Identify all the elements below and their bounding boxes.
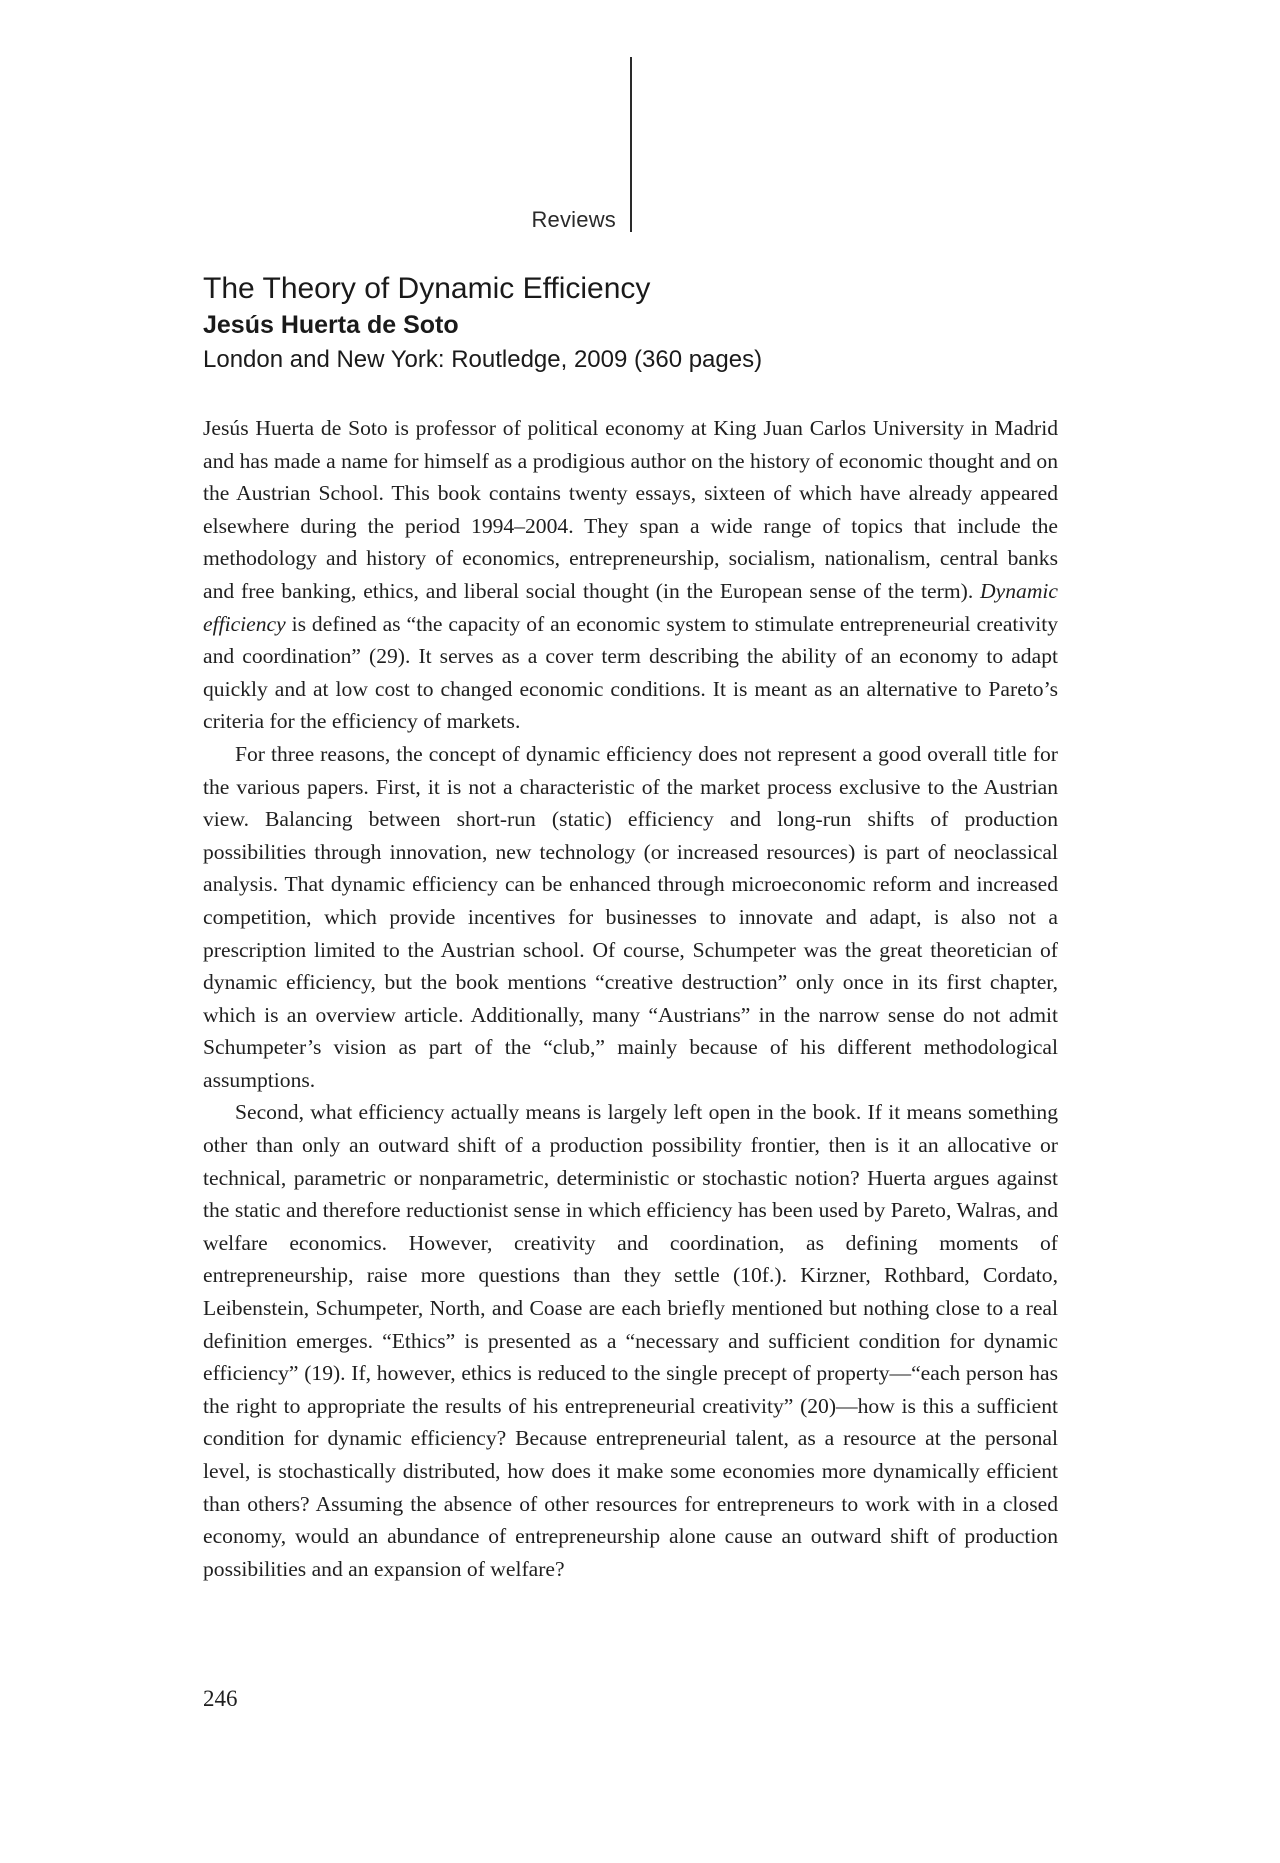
book-publication-info: London and New York: Routledge, 2009 (360 pages) (203, 346, 763, 373)
book-title: The Theory of Dynamic Efficiency (203, 272, 651, 305)
paragraph-2: For three reasons, the concept of dynamic efficiency does not represent a good overall title for the various papers. First, it is not a characteristic of the market process exclusive to the Austrian view. Balancing between short-run (static) efficiency and long-run shifts of production possibilities through innovation, new technology (or increased resources) is part of neoclassical analysis. That dynamic efficiency can be enhanced through microeconomic reform and increased competition, which provide incentives for businesses to innovate and adapt, is also not a prescription limited to the Austrian school. Of course, Schumpeter was the great theoretician of dynamic efficiency, but the book mentions “creative destruction” only once in its first chapter, which is an overview article. Additionally, many “Austrians” in the narrow sense do not admit Schumpeter’s vision as part of the “club,” mainly because of his different methodological assumptions. (203, 741, 1058, 1092)
paragraph-1 (203, 412, 1058, 738)
paragraph-1-text-end: is defined as “the capacity of an economic system to stimulate entrepreneurial creativity and coordination” (29). It serves as a cover term describing the ability of an economy to adapt quickly and at low cost to changed economic conditions. It is meant as an alternative to Pareto’s criteria for the efficiency of markets. (203, 611, 1058, 734)
header-vertical-rule (630, 57, 632, 232)
review-header (203, 270, 1083, 378)
paragraph-1-text-start: Jesús Huerta de Soto is professor of political economy at King Juan Carlos University in Madrid and has made a name for himself as a prodigious author on the history of economic thought and on the Austrian School. This book contains twenty essays, sixteen of which have already appeared elsewhere during the period 1994–2004. They span a wide range of topics that include the methodology and history of economics, entrepreneurship, socialism, nationalism, central banks and free banking, ethics, and liberal social thought (in the European sense of the term). (203, 416, 1058, 603)
paragraph-3: Second, what efficiency actually means is largely left open in the book. If it means something other than only an outward shift of a production possibility frontier, then is it an allocative or technical, parametric or nonparametric, deterministic or stochastic notion? Huerta argues against the static and therefore reductionist sense in which efficiency has been used by Pareto, Walras, and welfare economics. However, creativity and coordination, as defining moments of entrepreneurship, raise more questions than they settle (10f.). Kirzner, Rothbard, Cordato, Leibenstein, Schumpeter, North, and Coase are each briefly mentioned but nothing close to a real definition emerges. “Ethics” is presented as a “necessary and sufficient condition for dynamic efficiency” (19). If, however, ethics is reduced to the single precept of property—“each person has the right to appropriate the results of his entrepreneurial creativity” (20)—how is this a sufficient condition for dynamic efficiency? Because entrepreneurial talent, as a resource at the personal level, is stochastically distributed, how does it make some economies more dynamically efficient than others? Assuming the absence of other resources for entrepreneurs to work with in a closed economy, would an abundance of entrepreneurship alone cause an outward shift of production possibilities and an expansion of welfare? (203, 1100, 1058, 1581)
section-label: Reviews (531, 207, 616, 232)
review-body (203, 412, 1058, 1585)
book-author: Jesús Huerta de Soto (203, 311, 459, 339)
page-number: 246 (203, 1686, 238, 1711)
paragraph-1-italic-term: Dynamic efficiency (203, 578, 1058, 636)
